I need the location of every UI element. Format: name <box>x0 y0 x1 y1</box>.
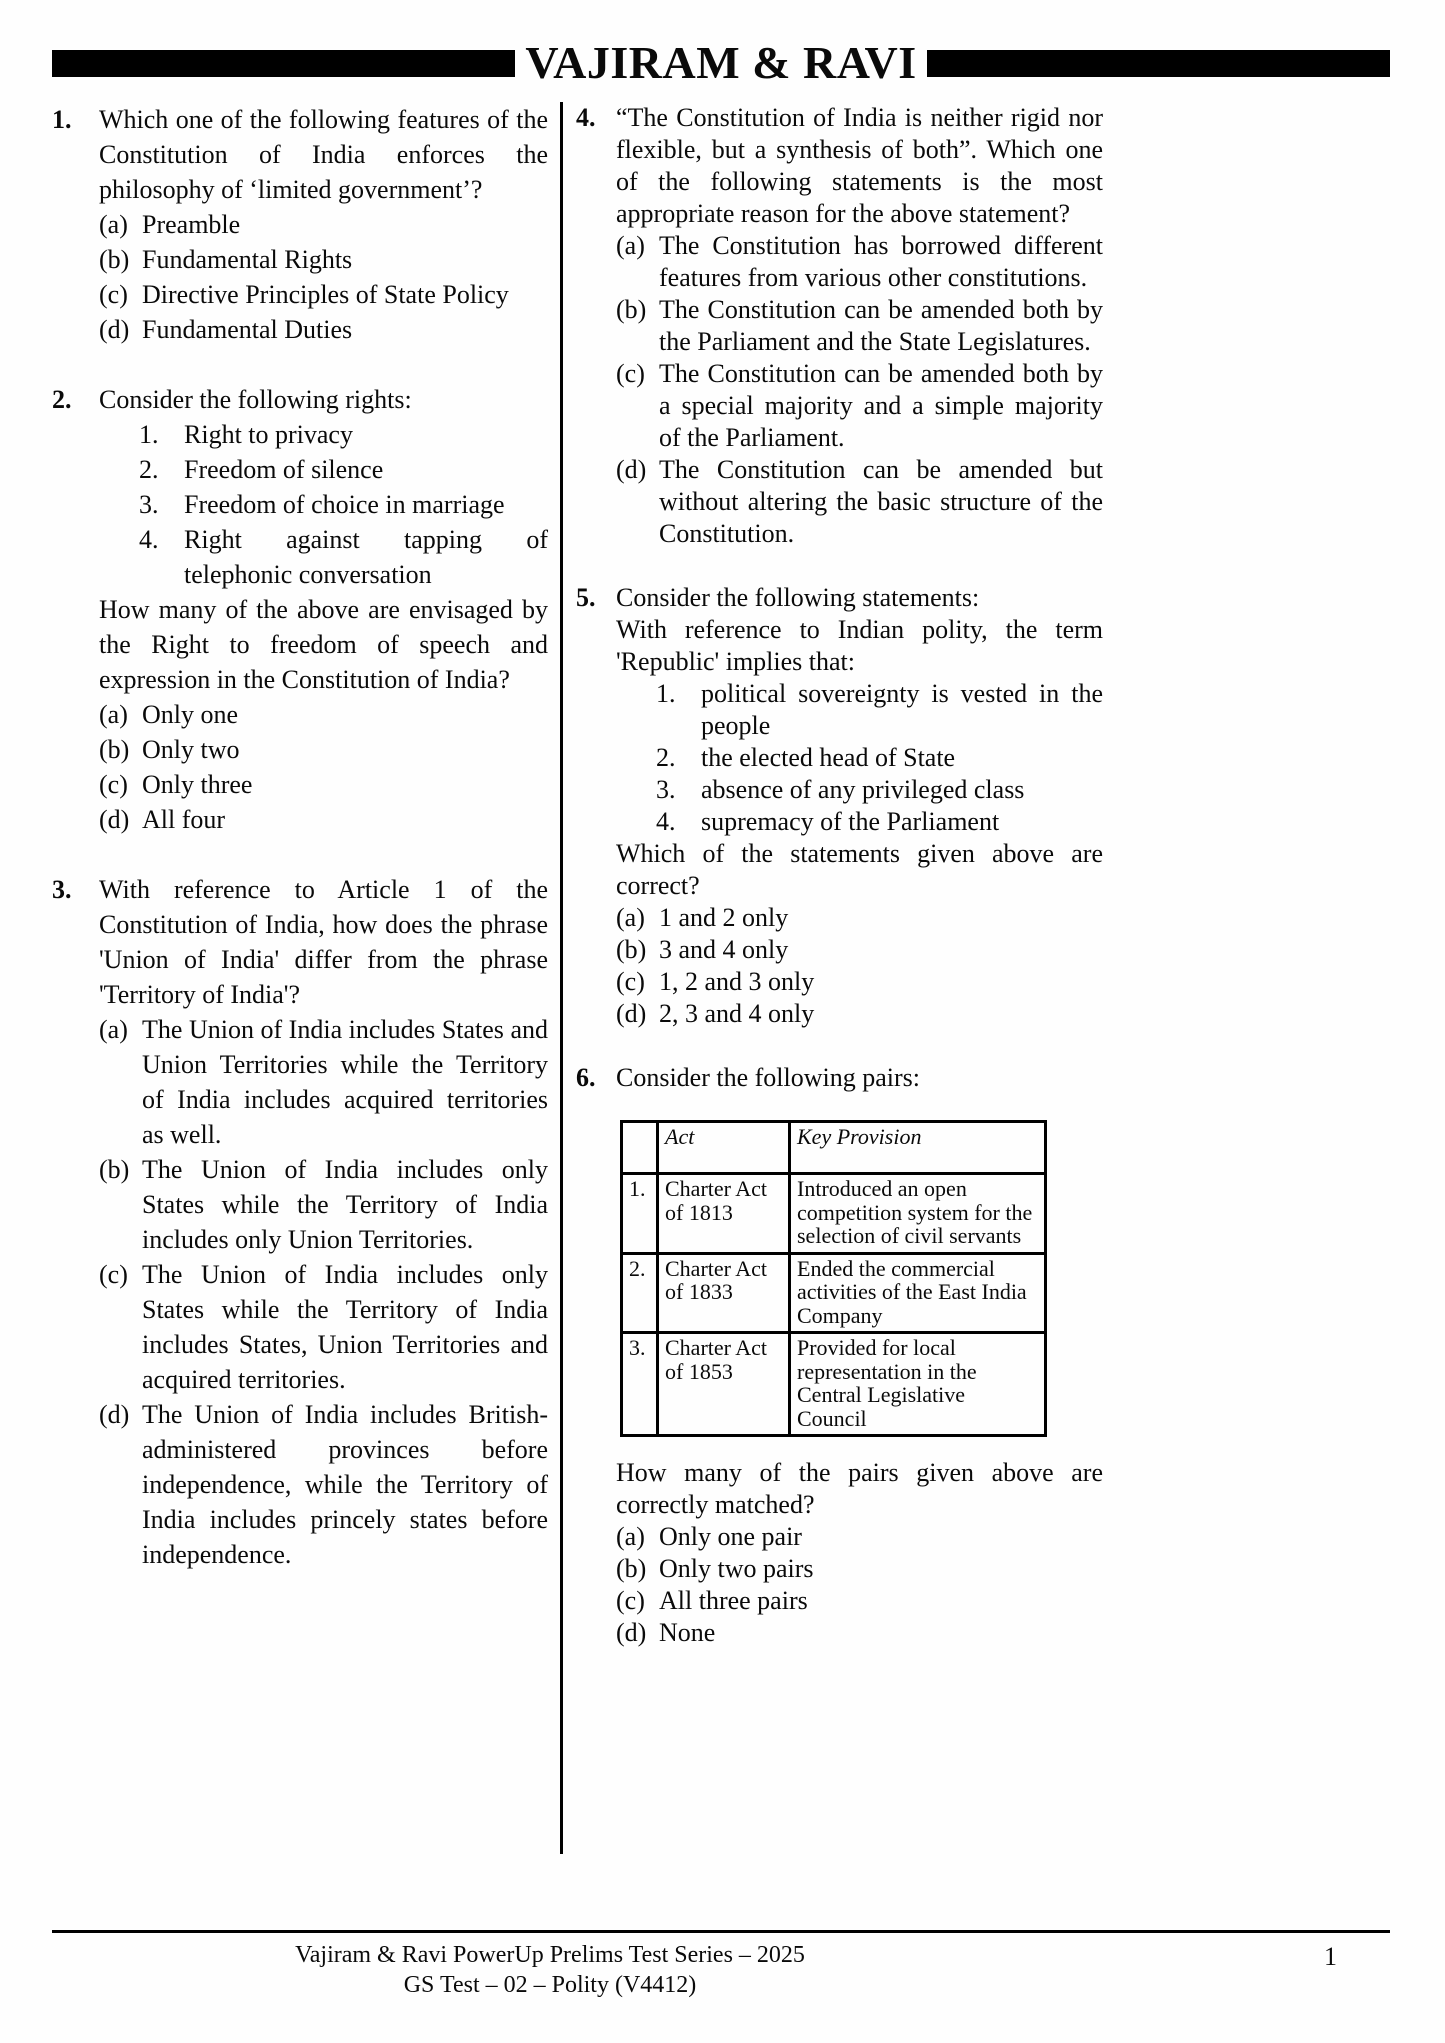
statement-text: the elected head of State <box>701 743 956 772</box>
option-text: Only one pair <box>659 1522 802 1551</box>
question-number: 2. <box>52 385 72 414</box>
table-header-blank <box>622 1122 658 1174</box>
option-c <box>99 767 548 802</box>
question-intro: Consider the following statements: <box>616 583 980 612</box>
option-label: (b) <box>99 735 130 764</box>
row-number: 2. <box>622 1253 658 1333</box>
option-label: (a) <box>99 700 128 729</box>
question-4 <box>576 102 1103 550</box>
row-provision: Ended the commercial activities of the East India Company <box>790 1253 1046 1333</box>
table-header-row <box>622 1122 1046 1174</box>
question-3 <box>52 872 548 1572</box>
question-number: 1. <box>52 105 72 134</box>
option-d <box>616 998 1103 1030</box>
statement-item <box>616 774 1103 806</box>
option-label: (c) <box>616 359 645 388</box>
option-text: 2, 3 and 4 only <box>659 999 815 1028</box>
question-intro: Consider the following rights: <box>99 385 412 414</box>
table-row <box>622 1253 1046 1333</box>
option-b <box>616 1553 1103 1585</box>
question-number: 5. <box>576 583 596 612</box>
table-row <box>622 1333 1046 1436</box>
option-text: The Union of India includes only States while the Territory of India includes States, Union Territories and acquired territories. <box>142 1260 548 1394</box>
option-d <box>616 1617 1103 1649</box>
question-1 <box>52 102 548 347</box>
question-6 <box>576 1062 1103 1649</box>
statement-text: Right to privacy <box>184 420 353 449</box>
option-label: (a) <box>616 903 645 932</box>
question-columns <box>52 102 1390 1854</box>
row-number: 1. <box>622 1174 658 1254</box>
question-number: 3. <box>52 875 72 904</box>
header-bar-left <box>52 50 515 77</box>
question-5 <box>576 582 1103 1030</box>
option-text: 1 and 2 only <box>659 903 789 932</box>
question-sub-intro: With reference to Indian polity, the term 'Republic' implies that: <box>616 615 1103 676</box>
row-act: Charter Act of 1833 <box>658 1253 790 1333</box>
pairs-table <box>620 1120 1047 1437</box>
option-a <box>616 230 1103 294</box>
left-column <box>52 102 548 1854</box>
question-2 <box>52 382 548 837</box>
option-label: (d) <box>99 805 130 834</box>
statement-item <box>99 522 548 592</box>
statement-number: 4. <box>656 807 676 836</box>
statement-text: Right against tapping of telephonic conversation <box>184 525 548 589</box>
option-label: (a) <box>616 1522 645 1551</box>
option-label: (b) <box>616 295 647 324</box>
statement-item <box>99 417 548 452</box>
option-label: (d) <box>99 315 130 344</box>
question-text: Which one of the following features of the Constitution of India enforces the philosophy of ‘limited government’? <box>99 105 548 204</box>
option-d <box>99 1397 548 1572</box>
option-d <box>616 454 1103 550</box>
statement-text: absence of any privileged class <box>701 775 1025 804</box>
option-c <box>616 966 1103 998</box>
question-stem: How many of the pairs given above are correctly matched? <box>616 1458 1103 1519</box>
option-text: Only three <box>142 770 253 799</box>
option-text: The Constitution has borrowed different features from various other constitutions. <box>659 231 1103 292</box>
question-number: 6. <box>576 1063 596 1092</box>
option-label: (a) <box>99 210 128 239</box>
option-a <box>99 1012 548 1152</box>
option-d <box>99 802 548 837</box>
option-label: (d) <box>616 1618 647 1647</box>
option-text: Only one <box>142 700 239 729</box>
option-text: The Constitution can be amended both by the Parliament and the State Legislatures. <box>659 295 1103 356</box>
column-divider <box>560 102 563 1854</box>
statement-text: political sovereignty is vested in the people <box>701 679 1103 740</box>
option-label: (b) <box>99 1155 130 1184</box>
statement-number: 2. <box>656 743 676 772</box>
option-a <box>616 1521 1103 1553</box>
option-b <box>99 732 548 767</box>
option-label: (d) <box>616 999 647 1028</box>
question-stem: Which of the statements given above are correct? <box>616 839 1103 900</box>
option-text: All three pairs <box>659 1586 808 1615</box>
option-text: None <box>659 1618 716 1647</box>
option-c <box>99 277 548 312</box>
statement-number: 4. <box>139 525 159 554</box>
question-intro: Consider the following pairs: <box>616 1063 921 1092</box>
table-header-provision: Key Provision <box>790 1122 1046 1174</box>
option-text: Fundamental Duties <box>142 315 353 344</box>
table-header-act: Act <box>658 1122 790 1174</box>
statement-number: 2. <box>139 455 159 484</box>
option-text: The Union of India includes British-administered provinces before independence, while the Territory of India includes princely states before independence. <box>142 1400 548 1569</box>
option-a <box>99 207 548 242</box>
option-label: (d) <box>616 455 647 484</box>
option-text: Only two <box>142 735 240 764</box>
option-c <box>616 1585 1103 1617</box>
page-title: VAJIRAM & RAVI <box>525 37 917 88</box>
option-text: The Union of India includes States and Union Territories while the Territory of India includes acquired territories as well. <box>142 1015 548 1149</box>
option-b <box>616 934 1103 966</box>
option-text: 1, 2 and 3 only <box>659 967 815 996</box>
option-text: Fundamental Rights <box>142 245 353 274</box>
statement-number: 1. <box>656 679 676 708</box>
footer-text <box>52 1940 1048 2000</box>
question-stem: How many of the above are envisaged by the Right to freedom of speech and expression in the Constitution of India? <box>99 595 548 694</box>
option-label: (a) <box>99 1015 128 1044</box>
option-label: (a) <box>616 231 645 260</box>
question-text: “The Constitution of India is neither rigid nor flexible, but a synthesis of both”. Which one of the following statements is the most appropriate reason for the above statement? <box>616 103 1103 228</box>
row-provision: Introduced an open competition system for the selection of civil servants <box>790 1174 1046 1254</box>
page-number: 1 <box>1324 1942 1337 1971</box>
option-text: Preamble <box>142 210 241 239</box>
option-label: (c) <box>99 1260 128 1289</box>
option-text: The Union of India includes only States while the Territory of India includes only Union Territories. <box>142 1155 548 1254</box>
row-act: Charter Act of 1813 <box>658 1174 790 1254</box>
row-provision: Provided for local representation in the Central Legislative Council <box>790 1333 1046 1436</box>
header-bar-right <box>927 50 1390 77</box>
table-row <box>622 1174 1046 1254</box>
statement-number: 1. <box>139 420 159 449</box>
statement-text: supremacy of the Parliament <box>701 807 1000 836</box>
statement-number: 3. <box>139 490 159 519</box>
option-text: The Constitution can be amended both by a special majority and a simple majority of the Parliament. <box>659 359 1103 452</box>
option-text: Directive Principles of State Policy <box>142 280 509 309</box>
statement-item <box>616 742 1103 774</box>
footer-series-title: Vajiram & Ravi PowerUp Prelims Test Series – 2025 <box>295 1942 805 1968</box>
footer <box>52 1930 1390 2000</box>
option-b <box>99 1152 548 1257</box>
statement-item <box>616 806 1103 838</box>
option-label: (b) <box>616 1554 647 1583</box>
statement-text: Freedom of silence <box>184 455 384 484</box>
row-act: Charter Act of 1853 <box>658 1333 790 1436</box>
option-c <box>616 358 1103 454</box>
option-a <box>616 902 1103 934</box>
option-label: (c) <box>616 1586 645 1615</box>
option-label: (b) <box>616 935 647 964</box>
option-label: (c) <box>616 967 645 996</box>
question-number: 4. <box>576 103 596 132</box>
option-text: All four <box>142 805 226 834</box>
option-label: (d) <box>99 1400 130 1429</box>
option-label: (c) <box>99 280 128 309</box>
statement-item <box>99 452 548 487</box>
option-label: (c) <box>99 770 128 799</box>
option-c <box>99 1257 548 1397</box>
option-b <box>616 294 1103 358</box>
option-a <box>99 697 548 732</box>
row-number: 3. <box>622 1333 658 1436</box>
option-text: Only two pairs <box>659 1554 814 1583</box>
option-b <box>99 242 548 277</box>
statement-number: 3. <box>656 775 676 804</box>
option-d <box>99 312 548 347</box>
option-text: The Constitution can be amended but without altering the basic structure of the Constitution. <box>659 455 1103 548</box>
statement-item <box>616 678 1103 742</box>
option-text: 3 and 4 only <box>659 935 789 964</box>
right-column <box>576 102 1103 1854</box>
statement-text: Freedom of choice in marriage <box>184 490 505 519</box>
option-label: (b) <box>99 245 130 274</box>
question-text: With reference to Article 1 of the Constitution of India, how does the phrase 'Union of India' differ from the phrase 'Territory of India'? <box>99 875 548 1009</box>
footer-rule <box>52 1930 1390 1933</box>
statement-item <box>99 487 548 522</box>
footer-test-title: GS Test – 02 – Polity (V4412) <box>403 1972 697 1998</box>
header <box>52 36 1390 90</box>
